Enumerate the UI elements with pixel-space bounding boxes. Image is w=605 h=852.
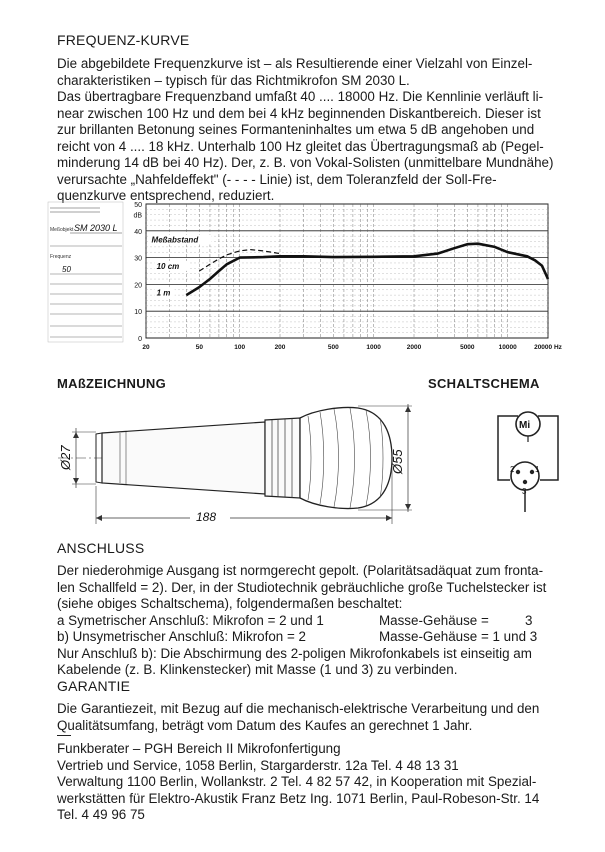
mic-label: Mi bbox=[519, 420, 531, 431]
row-left: a Symetrischer Anschluß: Mikrofon = 2 und 1 bbox=[57, 612, 324, 628]
pin-3: 3 bbox=[522, 487, 527, 496]
text-line: Kabelende (z. B. Klinkenstecker) mit Masse (1 und 3) zu verbinden. bbox=[57, 662, 458, 677]
y-tick-label: 10 bbox=[134, 309, 142, 317]
row-mid: Masse-Gehäuse = bbox=[379, 612, 489, 628]
x-tick-label: 10000 bbox=[498, 344, 517, 351]
text-line: Qualitätsumfang, beträgt vom Datum des Kaufes an gerechnet 1 Jahr. bbox=[57, 717, 473, 733]
anschluss-row-b bbox=[57, 629, 547, 646]
text-line: Die Garantiezeit, mit Bezug auf die mechanisch-elektrische Verarbeitung und den bbox=[57, 701, 540, 716]
text-line: Der niederohmige Ausgang ist normgerecht gepolt. (Polaritätsadäquat zum fronta- bbox=[57, 563, 544, 578]
pin-2: 2 bbox=[510, 465, 515, 474]
frequenz-paragraph bbox=[57, 56, 554, 205]
svg-text:Meßobjekt: Meßobjekt bbox=[50, 227, 74, 233]
chart-form bbox=[48, 202, 123, 342]
x-tick-label: 20 bbox=[142, 344, 150, 351]
text-line: quenzkurve entsprechend, reduziert. bbox=[57, 188, 275, 203]
x-tick-label: 500 bbox=[327, 344, 339, 351]
masszeichnung-heading: MAßZEICHNUNG bbox=[57, 376, 167, 391]
footer-divider bbox=[57, 735, 71, 736]
text-line: (siehe obiges Schaltschema), folgendermaßen beschaltet: bbox=[57, 596, 403, 611]
text-line: charakteristiken – typisch für das Richtmikrofon SM 2030 L. bbox=[57, 72, 410, 88]
row-right: 3 bbox=[525, 612, 533, 628]
text-line: len Schallfeld = 2). Der, in der Studiotechnik gebräuchliche große Tuchelstecker ist bbox=[57, 579, 547, 595]
text-line: verursachte „Nahfeldeffekt" (- - - - Linie) ist, dem Toleranzfeld der Soll-Fre- bbox=[57, 171, 497, 187]
dim-d55: Ø55 bbox=[390, 449, 405, 474]
y-tick-label: 30 bbox=[134, 255, 142, 263]
footer-address bbox=[57, 741, 547, 824]
text-line: Tel. 4 49 96 75 bbox=[57, 807, 145, 822]
model-label: SM 2030 L bbox=[74, 223, 118, 233]
x-tick-label: 50 bbox=[195, 344, 203, 351]
text-line: Verwaltung 1100 Berlin, Wollankstr. 2 Tel. 4 82 57 42, in Kooperation mit Spezial- bbox=[57, 774, 537, 789]
x-tick-label: 20000 Hz bbox=[534, 344, 562, 351]
text-line: Die abgebildete Frequenzkurve ist – als Resultierende einer Vielzahl von Einzel- bbox=[57, 56, 533, 71]
text-line: zur brillanten Betonung seines Formanteninhaltes um etwa 5 dB angehoben und bbox=[57, 122, 535, 137]
series-line-1m bbox=[186, 244, 548, 295]
microphone-drawing bbox=[40, 400, 420, 530]
y-tick-label: 0 bbox=[138, 336, 142, 343]
text-line: Das übertragbare Frequenzband umfaßt 40 .... 18000 Hz. Die Kennlinie verläuft li- bbox=[57, 89, 544, 104]
annotation-1m: 1 m bbox=[156, 288, 171, 298]
anschluss-heading: ANSCHLUSS bbox=[57, 540, 145, 556]
text-line: reicht von 4 .... 18 kHz. Unterhalb 100 Hz gleitet das Übertragungsmaß ab (Pegel- bbox=[57, 138, 544, 154]
y-tick-label: 40 bbox=[134, 228, 142, 236]
svg-text:Frequenz: Frequenz bbox=[50, 254, 72, 260]
plot-frame bbox=[146, 204, 548, 338]
x-tick-label: 1000 bbox=[366, 344, 381, 351]
circuit-diagram bbox=[488, 402, 568, 522]
y-tick-label: 20 bbox=[134, 282, 142, 290]
y-tick-label: 50 bbox=[134, 202, 142, 209]
annotation-messabstand: Meßabstand bbox=[151, 235, 199, 245]
annotation-10cm: 10 cm bbox=[156, 261, 180, 271]
frequency-chart bbox=[40, 198, 570, 358]
text-line: werkstätten für Elektro-Akustik Franz Betz Ing. 1071 Berlin, Paul-Robeson-Str. 14 bbox=[57, 790, 540, 806]
text-line: Funkberater – PGH Bereich II Mikrofonfertigung bbox=[57, 741, 341, 756]
anschluss-row-a bbox=[57, 613, 547, 630]
text-line: Vertrieb und Service, 1058 Berlin, Stargarderstr. 12a Tel. 4 48 13 31 bbox=[57, 757, 459, 773]
x-tick-label: 100 bbox=[234, 344, 246, 351]
x-tick-label: 200 bbox=[274, 344, 286, 351]
text-line: minderung 14 dB bei 40 Hz). Der, z. B. von Vokal-Solisten (unmittelbare Mundnähe) bbox=[57, 155, 554, 170]
row-mid: Masse-Gehäuse = 1 und 3 bbox=[379, 629, 538, 644]
pin-1: 1 bbox=[535, 465, 540, 474]
garantie-paragraph bbox=[57, 701, 547, 734]
row-left: b) Unsymetrischer Anschluß: Mikrofon = 2 bbox=[57, 629, 306, 644]
frequenz-heading: FREQUENZ-KURVE bbox=[57, 32, 190, 48]
schaltschema-heading: SCHALTSCHEMA bbox=[428, 376, 540, 391]
y-unit-label: dB bbox=[133, 212, 142, 220]
garantie-heading: GARANTIE bbox=[57, 678, 131, 694]
dim-length: 188 bbox=[196, 510, 217, 524]
anschluss-paragraph bbox=[57, 563, 547, 679]
dim-d27: Ø27 bbox=[58, 445, 73, 470]
x-tick-label: 2000 bbox=[406, 344, 422, 351]
svg-text:50: 50 bbox=[62, 265, 71, 274]
text-line: near zwischen 100 Hz und dem bei 4 kHz beginnenden Diskantbereich. Dieser ist bbox=[57, 105, 541, 121]
text-line: Nur Anschluß b): Die Abschirmung des 2-poligen Mikrofonkabels ist einseitig am bbox=[57, 645, 532, 661]
x-tick-label: 5000 bbox=[460, 344, 475, 351]
